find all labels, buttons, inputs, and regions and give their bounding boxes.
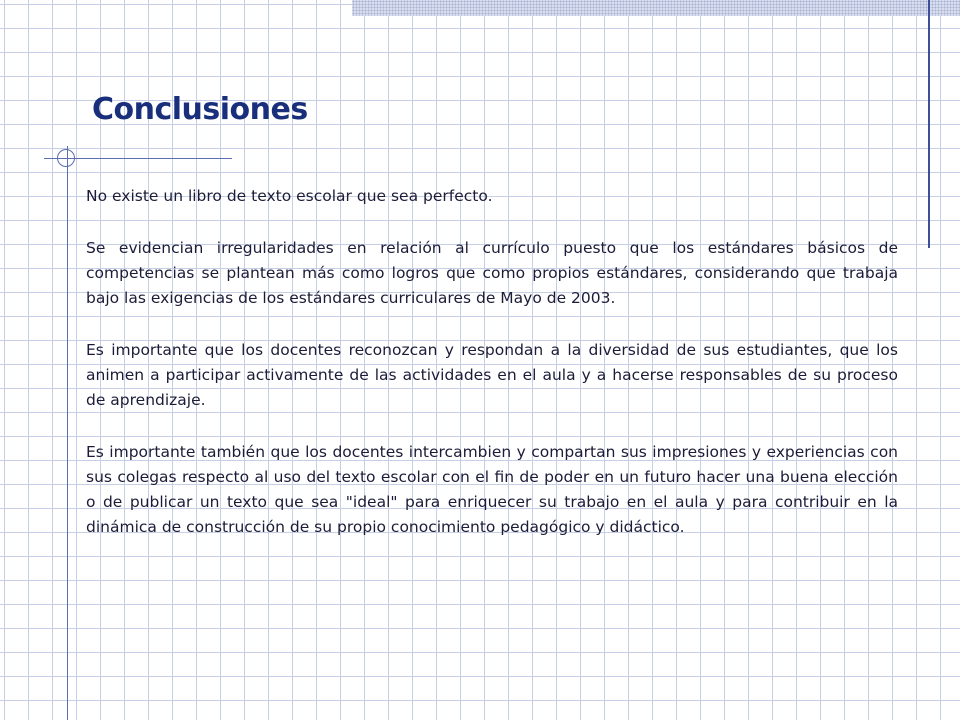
- slide-title: Conclusiones: [92, 92, 308, 127]
- paragraph-2: Se evidencian irregularidades en relación al currículo puesto que los estándares básicos de competencias se plantean más como logros que como propios estándares, considerando que trabaja bajo las exigencias de los estándares curriculares de Mayo de 2003.: [86, 239, 898, 307]
- decorative-circle-ornament: [57, 149, 75, 167]
- paragraph-4: Es importante también que los docentes intercambien y compartan sus impresiones y experiencias con sus colegas respecto al uso del texto escolar con el fin de poder en un futuro hacer una buena elección o de publicar un texto que sea "ideal" para enriquecer su trabajo en el aula y para contribuir en la dinámica de construcción de su propio conocimiento pedagógico y didáctico.: [86, 443, 898, 536]
- top-decorative-band: [352, 0, 960, 16]
- paragraph-1: No existe un libro de texto escolar que sea perfecto.: [86, 187, 493, 205]
- paragraph-3: Es importante que los docentes reconozcan y respondan a la diversidad de sus estudiantes, que los animen a participar activamente de las actividades en el aula y a hacerse responsables de su proceso de aprendizaje.: [86, 341, 898, 409]
- right-vertical-rule: [928, 0, 930, 248]
- decorative-vertical-line: [67, 146, 68, 720]
- slide-body: [86, 184, 898, 540]
